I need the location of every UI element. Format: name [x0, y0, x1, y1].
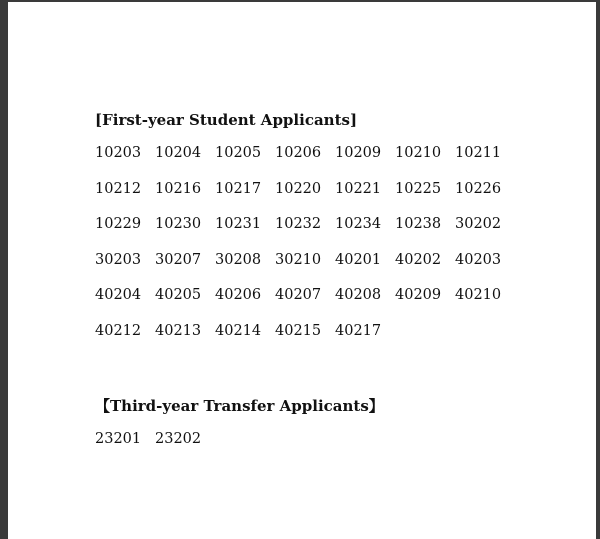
applicant-number: 40202 [395, 251, 442, 268]
applicant-number: 10230 [155, 216, 202, 232]
document-page [8, 2, 596, 539]
applicant-number: 40217 [335, 322, 382, 339]
applicant-number: 10203 [95, 145, 142, 161]
applicant-number: 40212 [95, 322, 142, 339]
third-year-heading: 【Third-year Transfer Applicants】 [95, 397, 384, 415]
first-year-heading: [First-year Student Applicants] [95, 111, 358, 129]
applicant-number: 23201 [95, 431, 142, 447]
applicant-number: 40203 [455, 251, 502, 268]
applicant-number: 40215 [275, 322, 322, 339]
applicant-number: 10220 [275, 180, 322, 197]
third-year-number-list [95, 428, 515, 464]
applicant-number: 40214 [215, 322, 262, 339]
third-year-section [95, 394, 515, 464]
applicant-number: 10210 [395, 145, 442, 161]
applicant-number: 30203 [95, 251, 142, 268]
applicant-number: 40204 [95, 287, 142, 303]
first-year-section [95, 108, 515, 355]
applicant-number: 10205 [215, 145, 262, 161]
applicant-number: 40205 [155, 287, 202, 303]
applicant-number: 10209 [335, 145, 382, 161]
applicant-number: 30208 [215, 251, 262, 268]
applicant-number: 10217 [215, 180, 262, 197]
applicant-number: 40201 [335, 251, 382, 268]
applicant-number: 40206 [215, 287, 262, 303]
applicant-number: 40207 [275, 287, 322, 303]
applicant-number: 40210 [455, 287, 502, 303]
applicant-number: 10229 [95, 216, 142, 232]
first-year-number-list [95, 142, 515, 355]
applicant-number: 10231 [215, 216, 262, 232]
applicant-number: 30210 [275, 251, 322, 268]
applicant-number: 10221 [335, 180, 382, 197]
applicant-number: 10226 [455, 180, 502, 197]
applicant-number: 10216 [155, 180, 202, 197]
applicant-number: 10234 [335, 216, 382, 232]
applicant-number: 10225 [395, 180, 442, 197]
applicant-number: 23202 [155, 431, 202, 447]
applicant-number: 10238 [395, 216, 442, 232]
applicant-number: 30202 [455, 216, 502, 232]
applicant-number: 40208 [335, 287, 382, 303]
applicant-number: 10206 [275, 145, 322, 161]
applicant-number: 40213 [155, 322, 202, 339]
applicant-number: 30207 [155, 251, 202, 268]
applicant-number: 40209 [395, 287, 442, 303]
applicant-number: 10204 [155, 145, 202, 161]
applicant-number: 10211 [455, 145, 502, 161]
applicant-number: 10212 [95, 180, 142, 197]
applicant-number: 10232 [275, 216, 322, 232]
